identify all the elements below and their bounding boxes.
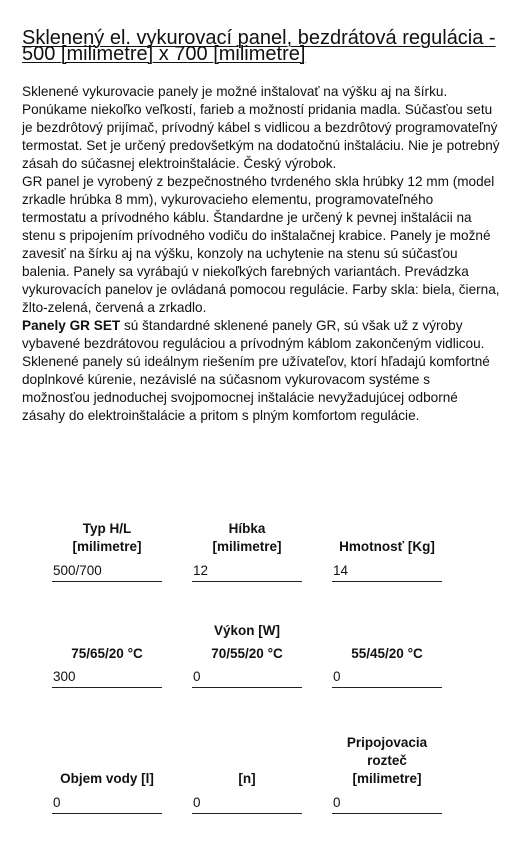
description-paragraph-3 <box>22 317 500 425</box>
spec-value-vykon-70: 0 <box>192 668 302 688</box>
spec-label-typ <box>52 520 162 556</box>
description-paragraph-1: Sklenené vykurovacie panely je možné inštalovať na výšku aj na šírku. Ponúkame niekoľko veľkostí, farieb a možností pridania madla. Súčasťou setu je bezdrôtový prijímač, prívodný kábel s vidlicou a bezdrôtový programovateľný termostat. Set je určený predovšetkým na dodatočnú inštaláciu. Nie je potrebný zásah do súčasnej elektroinštalácie. Český výrobok. <box>22 84 500 171</box>
spec-label-typ-line2: [milimetre] <box>72 539 142 554</box>
product-description <box>22 83 500 425</box>
spec-label-vykon-70: 70/55/20 °C <box>211 646 283 661</box>
spec-label-typ-line1: Typ H/L <box>82 521 132 536</box>
spec-label-hlbka <box>192 520 302 556</box>
spec-value-hlbka: 12 <box>192 562 302 582</box>
description-bold-lead: Panely GR SET <box>22 318 121 333</box>
spec-value-vykon-55: 0 <box>332 668 442 688</box>
spec-label-roztec-line1: Pripojovacia <box>346 735 428 750</box>
spec-label-hmotnost: Hmotnosť [Kg] <box>339 539 435 554</box>
spec-value-hmotnost: 14 <box>332 562 442 582</box>
spec-value-objem: 0 <box>52 794 162 814</box>
description-paragraph-3-rest: sú štandardné sklenené panely GR, sú však už z výroby vybavené bezdrátovou reguláciou a prívodným káblom zakončeným vidlicou. Sklenené panely sú ideálnym riešením pre užívateľov, ktorí hľadajú komfortné doplnkové kúrenie, nezávislé na súčasnom vykurovacom systéme s možnosťou jednoduchej svojpomocnej inštalácie nevyžadujúcej odborné zásahy do elektroinštalácie a pritom s plným komfortom regulácie. <box>22 318 490 423</box>
spec-label-vykon-55: 55/45/20 °C <box>351 646 423 661</box>
description-paragraph-2: GR panel je vyrobený z bezpečnostného tvrdeného skla hrúbky 12 mm (model zrkadle hrúbka 8 mm), vykurovacieho elementu, programovateľného termostatu a prívodného káblu. Štandardne je určený k pevnej inštalácii na stenu s pripojením prívodného vodiču do inštalačnej krabice. Panely je možné zavesiť na šírku aj na výšku, konzoly na uchytenie na stenu sú súčasťou balenia. Panely sa vyrábajú v niekoľkých farebných variantách. Prevádzka vykurovacích panelov je ovládaná pomocou regulácie. Farby skla: biela, čierna, žlto-zelená, červená a zrkadlo. <box>22 174 500 315</box>
spec-value-typ: 500/700 <box>52 562 162 582</box>
spec-value-roztec: 0 <box>332 794 442 814</box>
spec-label-n: [n] <box>238 771 256 786</box>
spec-label-hlbka-line2: [milimetre] <box>212 539 282 554</box>
spec-label-roztec-line2: rozteč <box>367 753 407 768</box>
spec-label-roztec-line3: [milimetre] <box>352 771 422 786</box>
spec-group-vykon: Výkon [W] <box>214 623 280 638</box>
spec-label-roztec <box>332 734 442 788</box>
spec-label-vykon-75: 75/65/20 °C <box>71 646 143 661</box>
spec-label-objem: Objem vody [l] <box>60 771 154 786</box>
spec-label-hlbka-line1: Híbka <box>228 521 266 536</box>
spec-value-n: 0 <box>192 794 302 814</box>
page-title: Sklenený el. vykurovací panel, bezdrátová regulácia - 500 [milimetre] x 700 [milimetre] <box>22 27 496 65</box>
spec-value-vykon-75: 300 <box>52 668 162 688</box>
